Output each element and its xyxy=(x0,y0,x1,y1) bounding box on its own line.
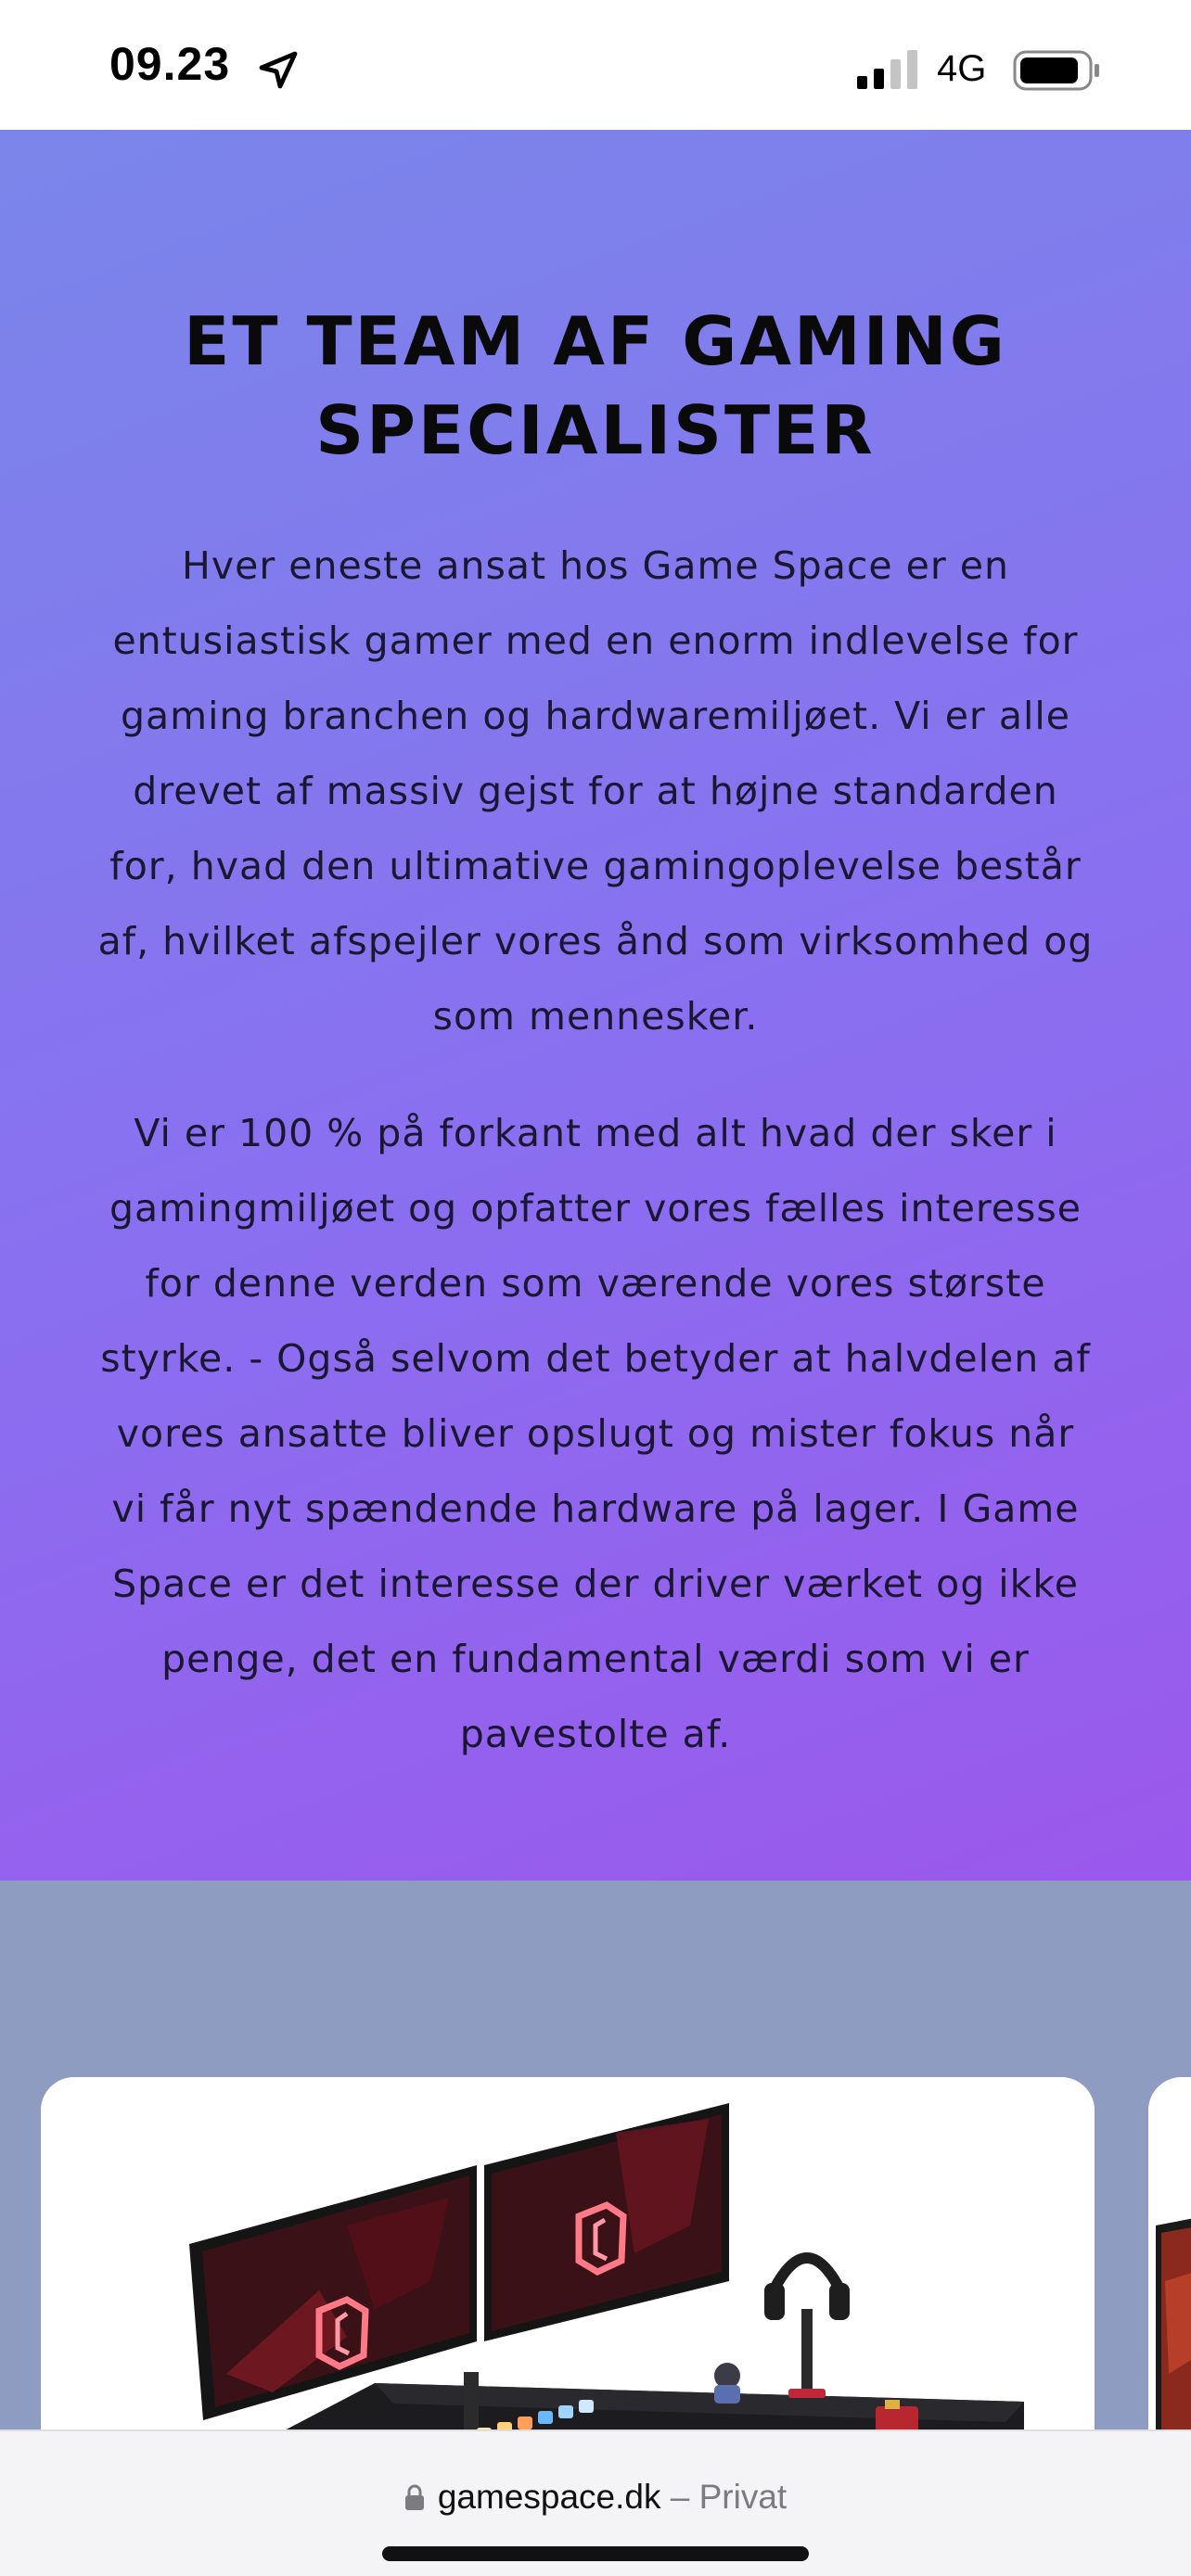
status-time: 09.23 xyxy=(109,38,231,90)
gaming-desk-with-dual-monitors-image xyxy=(41,2077,1095,2467)
product-card[interactable] xyxy=(41,2077,1095,2467)
home-indicator[interactable] xyxy=(382,2546,809,2561)
section-title-line-2: SPECIALISTER xyxy=(315,391,876,469)
lock-icon xyxy=(404,2483,425,2511)
url-separator: – xyxy=(670,2478,690,2516)
next-product-image xyxy=(1148,2077,1191,2467)
team-section xyxy=(0,130,1191,1881)
status-bar xyxy=(0,0,1191,130)
product-card-next[interactable] xyxy=(1148,2077,1191,2467)
section-title-line-1: ET TEAM AF GAMING xyxy=(184,302,1007,380)
url-domain: gamespace.dk xyxy=(437,2478,661,2516)
location-arrow-icon xyxy=(256,48,301,93)
browser-address-bar[interactable] xyxy=(0,2429,1191,2576)
network-type-label: 4G xyxy=(937,48,987,89)
browsing-mode-label: Privat xyxy=(698,2478,788,2516)
url-row[interactable] xyxy=(0,2478,1191,2517)
cellular-signal-icon xyxy=(855,50,920,89)
intro-paragraph: Hver eneste ansat hos Game Space er en entusiastisk gamer med en enorm indlevelse for gaming branchen og hardwaremiljøet. Vi er alle drevet af massiv gejst for at højne standarden for, hvad den ultimative gamingoplevelse består af, hvilket afspejler vores ånd som virksomhed og som mennesker. xyxy=(97,543,1094,1039)
product-carousel xyxy=(0,1881,1191,2429)
battery-icon xyxy=(1013,48,1102,93)
section-title xyxy=(0,297,1191,475)
values-paragraph: Vi er 100 % på forkant med alt hvad der sker i gamingmiljøet og opfatter vores fælles interesse for denne verden som værende vores største styrke. - Også selvom det betyder at halvdelen af vores ansatte bliver opslugt og mister fokus når vi får nyt spændende hardware på lager. I Game Space er det interesse der driver værket og ikke penge, det en fundamental værdi som vi er pavestolte af. xyxy=(100,1111,1091,1756)
